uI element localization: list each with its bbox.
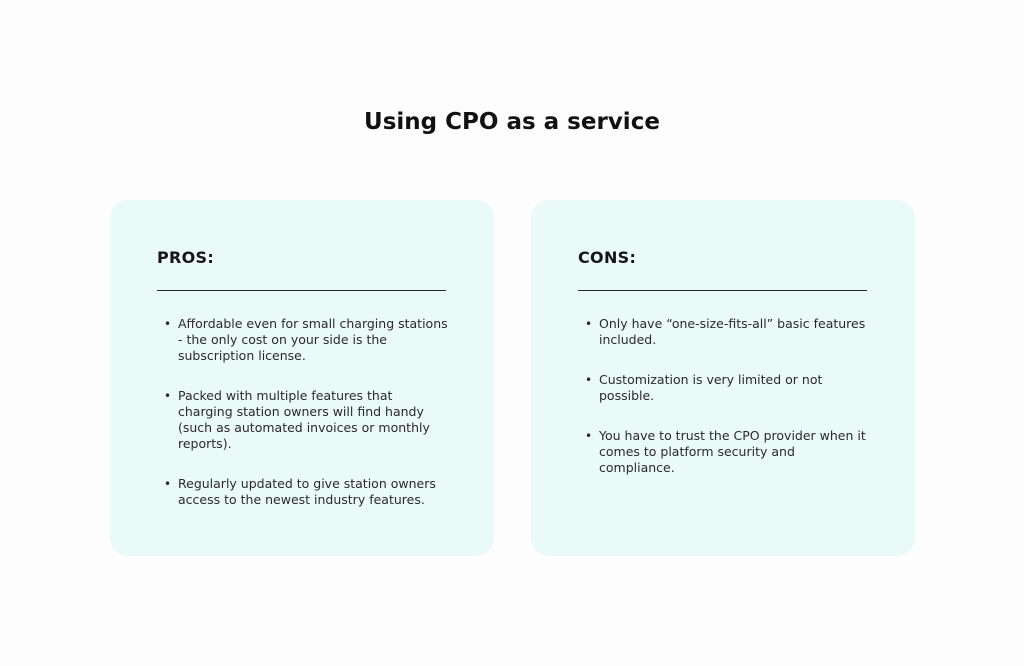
bullet-icon: • — [585, 429, 593, 443]
cons-item-text: Customization is very limited or not possible. — [599, 372, 823, 403]
pros-item-text: Packed with multiple features that charging station owners will find handy (such as automated invoices or monthly reports). — [178, 388, 430, 451]
bullet-icon: • — [164, 477, 172, 491]
pros-list-item — [157, 388, 449, 452]
cons-list-item — [578, 316, 870, 348]
pros-list-item — [157, 316, 449, 364]
pros-item-text: Regularly updated to give station owners access to the newest industry features. — [178, 476, 436, 507]
bullet-icon: • — [585, 373, 593, 387]
bullet-icon: • — [164, 317, 172, 331]
cons-card — [531, 200, 915, 556]
pros-item-text: Affordable even for small charging stations - the only cost on your side is the subscription license. — [178, 316, 448, 363]
cons-list-item — [578, 372, 870, 404]
pros-list — [157, 316, 449, 532]
pros-card — [110, 200, 494, 556]
cons-divider — [578, 290, 867, 291]
cons-item-text: You have to trust the CPO provider when it comes to platform security and compliance. — [599, 428, 866, 475]
page-title: Using CPO as a service — [364, 109, 660, 135]
bullet-icon: • — [164, 389, 172, 403]
pros-list-item — [157, 476, 449, 508]
cons-list — [578, 316, 870, 500]
bullet-icon: • — [585, 317, 593, 331]
pros-divider — [157, 290, 446, 291]
cons-heading: CONS: — [578, 248, 637, 267]
pros-heading: PROS: — [157, 248, 215, 267]
cons-item-text: Only have “one-size-fits-all” basic features included. — [599, 316, 866, 347]
cons-list-item — [578, 428, 870, 476]
